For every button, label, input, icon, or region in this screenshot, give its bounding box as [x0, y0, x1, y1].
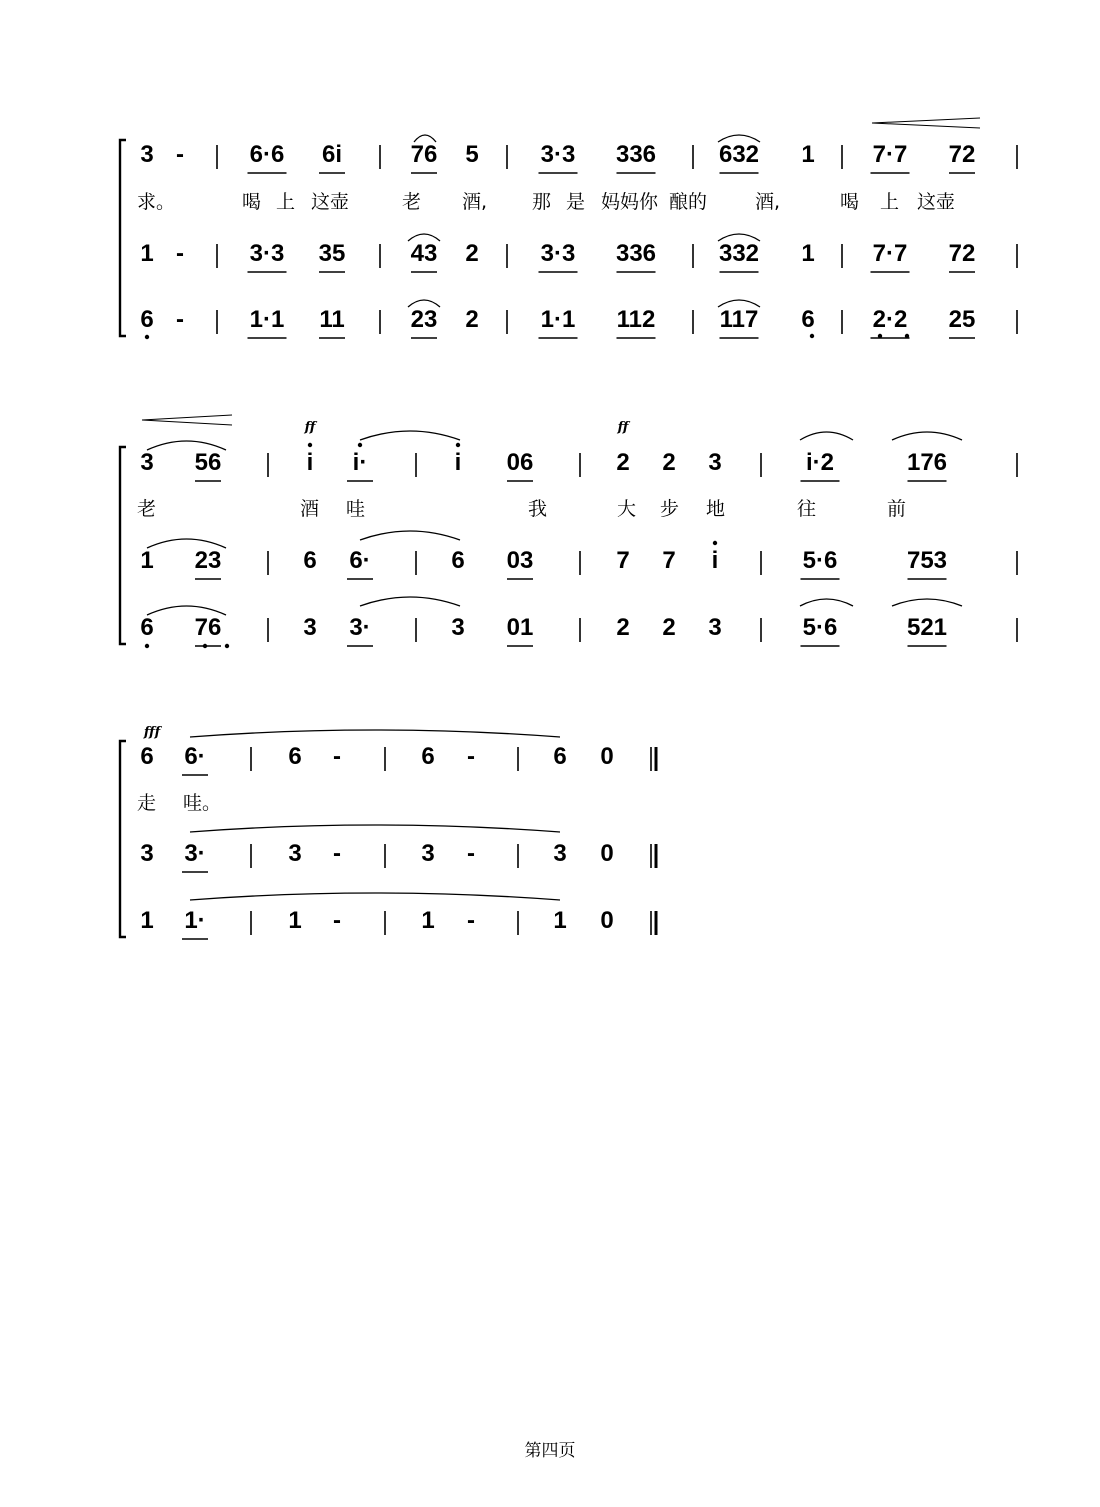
note-group-part-1: - — [333, 743, 341, 770]
note-group-part-3: 01 — [506, 614, 534, 641]
tie-slur — [190, 825, 560, 832]
lyric-syllable: 老 — [402, 191, 422, 213]
note-group-part-1: 336 — [615, 141, 657, 168]
note-group-part-3: 1 — [553, 907, 567, 934]
lyric-syllable: 这壶 — [917, 191, 956, 213]
note-group-part-2: 6 — [451, 547, 465, 574]
crescendo-line — [142, 420, 232, 425]
note-group-part-2: i — [711, 547, 719, 574]
note-group-part-3: 6 — [801, 306, 815, 333]
lyric-syllable: 老 — [137, 498, 157, 520]
note-group-part-1: 3 — [140, 141, 154, 168]
note-group-part-3: 3· — [349, 614, 371, 641]
note-group-part-1: 6· — [184, 743, 206, 770]
note-group-part-3: - — [176, 306, 184, 333]
lyric-syllable: 地 — [706, 498, 726, 520]
note-group-part-2: 3 — [140, 840, 154, 867]
note-group-part-1: i·2 — [805, 449, 835, 476]
crescendo-line — [142, 415, 232, 420]
note-group-part-2: 332 — [718, 240, 760, 267]
note-group-part-3: 117 — [719, 306, 759, 333]
note-group-part-3: 6 — [140, 614, 154, 641]
note-group-part-2: 23 — [194, 547, 222, 574]
lyric-syllable: 我 — [528, 498, 548, 520]
note-group-part-1: 3 — [140, 449, 154, 476]
note-group-part-2: 7·7 — [872, 240, 908, 267]
lyric-syllable: 是 — [566, 191, 586, 213]
high-octave-dot — [358, 443, 362, 447]
note-group-part-3: 25 — [948, 306, 976, 333]
system-bracket — [120, 741, 126, 937]
note-group-part-3: 1 — [140, 907, 154, 934]
note-group-part-1: 56 — [194, 449, 222, 476]
low-octave-dot — [905, 334, 909, 338]
high-octave-dot — [308, 443, 312, 447]
note-group-part-2: 3· — [184, 840, 206, 867]
note-group-part-3: 521 — [906, 614, 948, 641]
note-group-part-2: 1 — [801, 240, 815, 267]
note-group-part-2: - — [176, 240, 184, 267]
note-group-part-3: 3 — [303, 614, 317, 641]
tie-slur — [892, 432, 962, 440]
note-group-part-1: 0 — [600, 743, 614, 770]
note-group-part-3: 5·6 — [802, 614, 838, 641]
note-group-part-3: 23 — [410, 306, 438, 333]
lyric-syllable: 上 — [880, 191, 900, 213]
note-group-part-1: 6 — [553, 743, 567, 770]
tie-slur — [190, 893, 560, 900]
lyric-syllable: 酒, — [462, 191, 488, 213]
note-group-part-1: 176 — [906, 449, 948, 476]
tie-slur — [800, 432, 853, 440]
note-group-part-3: 112 — [616, 306, 656, 333]
tie-slur — [190, 730, 560, 737]
note-group-part-1: i· — [352, 449, 368, 476]
lyric-syllable: 这壶 — [311, 191, 350, 213]
lyric-syllable: 那 — [532, 191, 552, 213]
lyric-syllable: 酿的 — [669, 191, 708, 213]
note-group-part-1: 6·6 — [249, 141, 285, 168]
note-group-part-2: 1 — [140, 240, 154, 267]
note-group-part-1: - — [176, 141, 184, 168]
note-group-part-1: 06 — [506, 449, 534, 476]
note-group-part-2: 3 — [553, 840, 567, 867]
lyric-syllable: 酒, — [755, 191, 781, 213]
note-group-part-1: 632 — [718, 141, 760, 168]
note-group-part-1: 2 — [616, 449, 630, 476]
tie-slur — [892, 599, 962, 606]
note-group-part-2: - — [467, 840, 475, 867]
note-group-part-1: 3 — [708, 449, 722, 476]
lyric-syllable: 喝 — [840, 191, 860, 213]
note-group-part-3: 2·2 — [872, 306, 908, 333]
low-octave-dot — [145, 335, 149, 339]
note-group-part-2: 336 — [615, 240, 657, 267]
note-group-part-2: 3·3 — [540, 240, 576, 267]
note-group-part-2: 7 — [616, 547, 630, 574]
note-group-part-3: 6 — [140, 306, 154, 333]
tie-slur — [800, 599, 853, 606]
lyric-syllable: 步 — [660, 498, 680, 520]
note-group-part-3: 11 — [319, 306, 345, 333]
note-group-part-2: 35 — [318, 240, 346, 267]
note-group-part-3: 1 — [288, 907, 302, 934]
note-group-part-1: i — [454, 449, 462, 476]
note-group-part-3: 1·1 — [249, 306, 285, 333]
note-group-part-2: 7 — [662, 547, 676, 574]
low-octave-dot — [145, 644, 149, 648]
system-bracket — [120, 140, 126, 336]
lyric-syllable: 酒 — [300, 498, 320, 520]
note-group-part-3: - — [333, 907, 341, 934]
tie-slur — [360, 431, 460, 440]
low-octave-dot — [878, 334, 882, 338]
note-group-part-2: 5·6 — [802, 547, 838, 574]
note-group-part-1: 3·3 — [540, 141, 576, 168]
lyric-syllable: 往 — [797, 498, 817, 520]
lyric-syllable: 走 — [137, 792, 157, 814]
page-number: 第四页 — [524, 1441, 576, 1461]
note-group-part-2: 72 — [948, 240, 976, 267]
note-group-part-1: 6 — [421, 743, 435, 770]
note-group-part-3: 2 — [465, 306, 479, 333]
note-group-part-1: 6 — [288, 743, 302, 770]
note-group-part-2: 03 — [506, 547, 534, 574]
high-octave-dot — [456, 443, 460, 447]
note-group-part-2: 6 — [303, 547, 317, 574]
note-group-part-3: 1 — [421, 907, 435, 934]
lyric-syllable: 妈妈你 — [601, 191, 659, 213]
note-group-part-2: 3 — [421, 840, 435, 867]
note-group-part-1: 6i — [321, 141, 343, 168]
dynamic-marking: ff — [304, 420, 316, 435]
note-group-part-2: 753 — [906, 547, 948, 574]
note-group-part-3: 1· — [184, 907, 206, 934]
note-group-part-3: 2 — [616, 614, 630, 641]
tie-slur — [360, 531, 460, 540]
tie-slur — [360, 597, 460, 606]
note-group-part-2: 1 — [140, 547, 154, 574]
note-group-part-1: 1 — [801, 141, 815, 168]
note-group-part-3: 2 — [662, 614, 676, 641]
note-group-part-3: - — [467, 907, 475, 934]
note-group-part-1: 72 — [948, 141, 976, 168]
dynamic-marking: fff — [143, 725, 161, 740]
note-group-part-1: i — [306, 449, 314, 476]
lyric-syllable: 前 — [887, 498, 907, 520]
note-group-part-2: 3 — [288, 840, 302, 867]
note-group-part-2: 43 — [410, 240, 438, 267]
lyric-syllable: 求。 — [137, 191, 176, 213]
note-group-part-2: 3·3 — [249, 240, 285, 267]
crescendo-line — [872, 123, 980, 128]
note-group-part-2: 6· — [349, 547, 371, 574]
note-group-part-2: 2 — [465, 240, 479, 267]
note-group-part-1: 5 — [465, 141, 479, 168]
dynamic-marking: ff — [617, 420, 629, 435]
note-group-part-3: 3 — [451, 614, 465, 641]
note-group-part-1: - — [467, 743, 475, 770]
note-group-part-2: 0 — [600, 840, 614, 867]
system-bracket — [120, 447, 126, 644]
low-octave-dot — [225, 644, 229, 648]
low-octave-dot — [810, 334, 814, 338]
lyric-syllable: 哇 — [346, 498, 366, 520]
note-group-part-3: 3 — [708, 614, 722, 641]
high-octave-dot — [713, 541, 717, 545]
lyric-syllable: 大 — [617, 498, 637, 520]
note-group-part-1: 7·7 — [872, 141, 908, 168]
note-group-part-1: 6 — [140, 743, 154, 770]
note-group-part-3: 76 — [194, 614, 222, 641]
note-group-part-1: 2 — [662, 449, 676, 476]
note-group-part-2: - — [333, 840, 341, 867]
crescendo-line — [872, 118, 980, 123]
lyric-syllable: 哇。 — [183, 792, 222, 814]
note-group-part-3: 0 — [600, 907, 614, 934]
lyric-syllable: 喝 — [242, 191, 262, 213]
note-group-part-1: 76 — [410, 141, 438, 168]
lyric-syllable: 上 — [276, 191, 296, 213]
note-group-part-3: 1·1 — [540, 306, 576, 333]
low-octave-dot — [203, 644, 207, 648]
